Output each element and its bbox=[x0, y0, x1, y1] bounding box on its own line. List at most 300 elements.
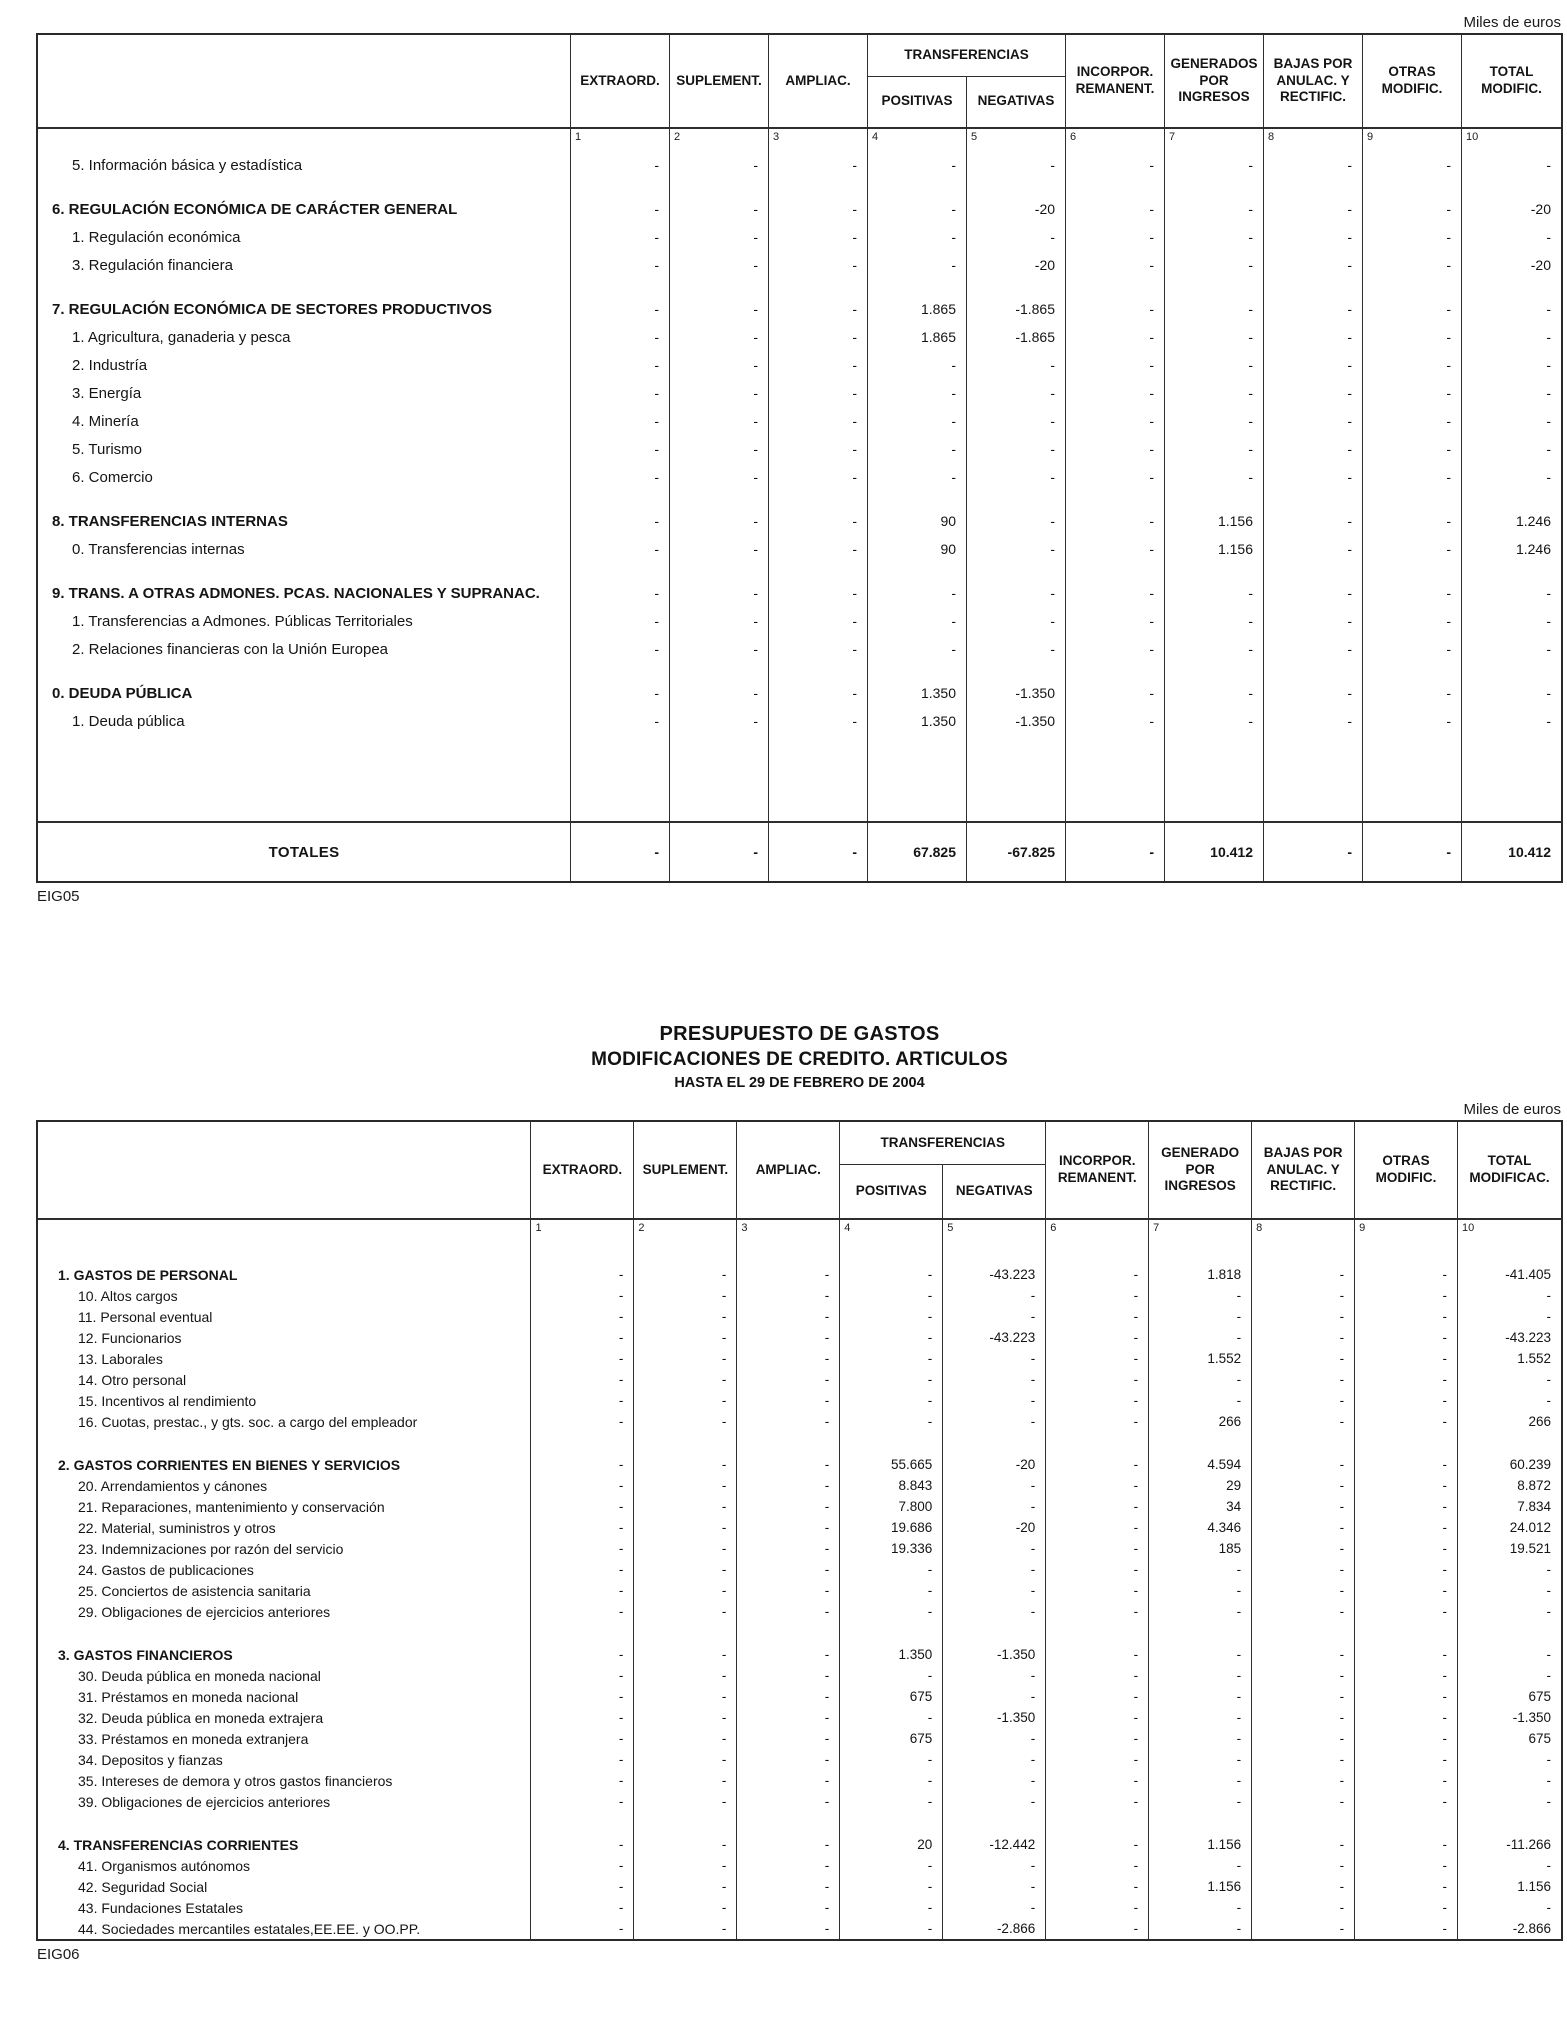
cell-value: - bbox=[868, 607, 967, 635]
totals-value: - bbox=[1066, 821, 1165, 881]
cell-value: - bbox=[531, 1390, 634, 1411]
cell-value: - bbox=[769, 679, 868, 707]
cell-value: -20 bbox=[1530, 201, 1551, 217]
blank-cell bbox=[967, 663, 1066, 679]
cell-value: - bbox=[1149, 1327, 1252, 1348]
table2-header-suplement: SUPLEMENT. bbox=[634, 1122, 737, 1218]
row-label: 24. Gastos de publicaciones bbox=[38, 1559, 531, 1580]
cell-value: 1.350 bbox=[840, 1644, 943, 1665]
cell-value: - bbox=[1046, 1665, 1149, 1686]
table2-header-ampliac: AMPLIAC. bbox=[737, 1122, 840, 1218]
blank-cell bbox=[670, 491, 769, 507]
cell-value: - bbox=[1363, 223, 1462, 251]
cell-value: - bbox=[737, 1897, 840, 1918]
cell-value: - bbox=[1355, 1475, 1458, 1496]
cell-value: 1.246 bbox=[1515, 513, 1551, 529]
blank-cell bbox=[868, 279, 967, 295]
totals-value: - bbox=[670, 821, 769, 881]
cell-value: - bbox=[1165, 435, 1264, 463]
cell-value: - bbox=[769, 223, 868, 251]
cell-value: - bbox=[840, 1580, 943, 1601]
row-label: 25. Conciertos de asistencia sanitaria bbox=[38, 1580, 531, 1601]
cell-value: - bbox=[531, 1876, 634, 1897]
cell-value: - bbox=[634, 1559, 737, 1580]
cell-value: 55.665 bbox=[840, 1454, 943, 1475]
cell-value: - bbox=[840, 1348, 943, 1369]
blank-cell bbox=[531, 1812, 634, 1834]
cell-value: - bbox=[670, 607, 769, 635]
cell-value: - bbox=[1546, 441, 1551, 457]
cell-value: - bbox=[670, 707, 769, 735]
blank-cell bbox=[571, 491, 670, 507]
cell-value: - bbox=[943, 1306, 1046, 1327]
cell-value: - bbox=[1363, 195, 1462, 223]
cell-value: - bbox=[1252, 1897, 1355, 1918]
row-label: 31. Préstamos en moneda nacional bbox=[38, 1686, 531, 1707]
cell-value: - bbox=[868, 579, 967, 607]
cell-value: - bbox=[868, 435, 967, 463]
cell-value: - bbox=[737, 1665, 840, 1686]
cell-value: - bbox=[531, 1665, 634, 1686]
row-label: 21. Reparaciones, mantenimiento y conservación bbox=[38, 1496, 531, 1517]
cell-value: - bbox=[531, 1517, 634, 1538]
blank-row-label bbox=[38, 735, 571, 821]
cell-value: - bbox=[1546, 1773, 1551, 1788]
cell-value: -2.866 bbox=[943, 1918, 1046, 1939]
cell-value: - bbox=[737, 1285, 840, 1306]
blank-cell bbox=[943, 1242, 1046, 1264]
cell-value: - bbox=[1355, 1876, 1458, 1897]
cell-value: - bbox=[943, 1791, 1046, 1812]
column-number: 6 bbox=[1046, 1220, 1149, 1242]
cell-value: - bbox=[670, 323, 769, 351]
table2-header-extraord: EXTRAORD. bbox=[531, 1122, 634, 1218]
row-label: 1. GASTOS DE PERSONAL bbox=[38, 1264, 531, 1285]
blank-cell bbox=[670, 735, 769, 821]
cell-value: - bbox=[1066, 579, 1165, 607]
blank-cell bbox=[868, 663, 967, 679]
blank-cell bbox=[670, 179, 769, 195]
row-label: 33. Préstamos en moneda extranjera bbox=[38, 1728, 531, 1749]
cell-value: - bbox=[1046, 1475, 1149, 1496]
blank-cell bbox=[571, 179, 670, 195]
row-label: 39. Obligaciones de ejercicios anteriores bbox=[38, 1791, 531, 1812]
cell-value: - bbox=[1264, 463, 1363, 491]
cell-value: - bbox=[1546, 1900, 1551, 1915]
cell-value: - bbox=[670, 507, 769, 535]
cell-value: - bbox=[769, 151, 868, 179]
cell-value: - bbox=[840, 1791, 943, 1812]
cell-value: - bbox=[1252, 1728, 1355, 1749]
row-label: 41. Organismos autónomos bbox=[38, 1855, 531, 1876]
cell-value: - bbox=[737, 1601, 840, 1622]
blank-cell bbox=[737, 1622, 840, 1644]
cell-value: - bbox=[1149, 1749, 1252, 1770]
cell-value: - bbox=[531, 1834, 634, 1855]
row-label: 15. Incentivos al rendimiento bbox=[38, 1390, 531, 1411]
cell-value: - bbox=[1546, 157, 1551, 173]
blank-cell bbox=[840, 1622, 943, 1644]
row-label: 5. Información básica y estadística bbox=[38, 151, 571, 179]
table1-body bbox=[38, 129, 1561, 881]
blank-cell bbox=[943, 1622, 1046, 1644]
cell-value: - bbox=[840, 1897, 943, 1918]
cell-value: 34 bbox=[1149, 1496, 1252, 1517]
cell-value: - bbox=[769, 507, 868, 535]
table2-header-empty-cell bbox=[38, 1122, 531, 1218]
cell-value: 185 bbox=[1149, 1538, 1252, 1559]
blank-cell bbox=[1264, 279, 1363, 295]
cell-value: - bbox=[1165, 635, 1264, 663]
cell-value: - bbox=[1149, 1791, 1252, 1812]
cell-value: - bbox=[1252, 1475, 1355, 1496]
cell-value: - bbox=[769, 251, 868, 279]
cell-value: - bbox=[868, 195, 967, 223]
cell-value: - bbox=[943, 1770, 1046, 1791]
cell-value: - bbox=[1149, 1855, 1252, 1876]
cell-value: - bbox=[1066, 707, 1165, 735]
cell-value: - bbox=[769, 463, 868, 491]
cell-value: - bbox=[967, 407, 1066, 435]
cell-value: - bbox=[1363, 635, 1462, 663]
blank-cell bbox=[1066, 279, 1165, 295]
blank-cell bbox=[868, 563, 967, 579]
blank-cell bbox=[1462, 663, 1561, 679]
column-number: 3 bbox=[737, 1220, 840, 1242]
cell-value: - bbox=[1046, 1390, 1149, 1411]
cell-value: - bbox=[1355, 1285, 1458, 1306]
cell-value: - bbox=[943, 1749, 1046, 1770]
cell-value: - bbox=[1363, 535, 1462, 563]
cell-value: - bbox=[670, 435, 769, 463]
cell-value: - bbox=[737, 1369, 840, 1390]
cell-value: - bbox=[1252, 1749, 1355, 1770]
table1-header-otras-modific: OTRAS MODIFIC. bbox=[1363, 35, 1462, 127]
cell-value: - bbox=[1546, 1372, 1551, 1387]
row-label: 0. DEUDA PÚBLICA bbox=[38, 679, 571, 707]
blank-cell bbox=[769, 491, 868, 507]
table2-header-total-modificac: TOTAL MODIFICAC. bbox=[1469, 1153, 1550, 1185]
blank-cell bbox=[967, 563, 1066, 579]
row-label: 44. Sociedades mercantiles estatales,EE.EE. y OO.PP. bbox=[38, 1918, 531, 1939]
cell-value: - bbox=[531, 1601, 634, 1622]
cell-value: - bbox=[1264, 679, 1363, 707]
row-label: 5. Turismo bbox=[38, 435, 571, 463]
row-label: 4. Minería bbox=[38, 407, 571, 435]
cell-value: - bbox=[737, 1791, 840, 1812]
blank-cell bbox=[1462, 735, 1561, 821]
row-label: 20. Arrendamientos y cánones bbox=[38, 1475, 531, 1496]
cell-value: 675 bbox=[1528, 1731, 1551, 1746]
cell-value: - bbox=[943, 1285, 1046, 1306]
cell-value: - bbox=[670, 151, 769, 179]
cell-value: 29 bbox=[1149, 1475, 1252, 1496]
document-sheet bbox=[36, 14, 1563, 1963]
cell-value: - bbox=[1046, 1791, 1149, 1812]
row-label: 13. Laborales bbox=[38, 1348, 531, 1369]
cell-value: - bbox=[1546, 229, 1551, 245]
cell-value: - bbox=[1546, 1794, 1551, 1809]
blank-cell bbox=[670, 563, 769, 579]
blank-cell bbox=[1165, 491, 1264, 507]
cell-value: - bbox=[1264, 295, 1363, 323]
cell-value: - bbox=[967, 435, 1066, 463]
blank-cell bbox=[737, 1242, 840, 1264]
cell-value: - bbox=[1046, 1918, 1149, 1939]
cell-value: - bbox=[967, 379, 1066, 407]
cell-value: 675 bbox=[1528, 1689, 1551, 1704]
cell-value: - bbox=[1046, 1855, 1149, 1876]
cell-value: - bbox=[1066, 407, 1165, 435]
blank-cell bbox=[943, 1812, 1046, 1834]
cell-value: - bbox=[634, 1897, 737, 1918]
cell-value: - bbox=[1355, 1601, 1458, 1622]
column-number: 5 bbox=[943, 1220, 1046, 1242]
cell-value: - bbox=[840, 1855, 943, 1876]
cell-value: - bbox=[1149, 1897, 1252, 1918]
form-code-eig06: EIG06 bbox=[37, 1946, 80, 1963]
blank-cell bbox=[1264, 663, 1363, 679]
cell-value: -2.866 bbox=[1512, 1921, 1551, 1936]
blank-cell bbox=[1363, 491, 1462, 507]
cell-value: - bbox=[1066, 463, 1165, 491]
cell-value: - bbox=[840, 1411, 943, 1432]
table1-header-incorpor-remanent: INCORPOR. REMANENT. bbox=[1066, 35, 1165, 127]
cell-value: - bbox=[769, 535, 868, 563]
blank-cell bbox=[1355, 1242, 1458, 1264]
blank-cell bbox=[868, 179, 967, 195]
cell-value: - bbox=[1066, 379, 1165, 407]
cell-value: - bbox=[1046, 1327, 1149, 1348]
row-label: 34. Depositos y fianzas bbox=[38, 1749, 531, 1770]
blank-cell bbox=[1066, 491, 1165, 507]
cell-value: 8.872 bbox=[1517, 1478, 1551, 1493]
table1-header-positivas: POSITIVAS bbox=[868, 77, 967, 127]
blank-cell bbox=[1149, 1622, 1252, 1644]
cell-value: -1.350 bbox=[967, 707, 1066, 735]
table-eig05 bbox=[36, 33, 1563, 883]
cell-value: - bbox=[1363, 323, 1462, 351]
cell-value: - bbox=[531, 1454, 634, 1475]
cell-value: -12.442 bbox=[943, 1834, 1046, 1855]
cell-value: - bbox=[737, 1348, 840, 1369]
cell-value: - bbox=[737, 1834, 840, 1855]
cell-value: - bbox=[1046, 1728, 1149, 1749]
cell-value: - bbox=[840, 1306, 943, 1327]
cell-value: - bbox=[634, 1517, 737, 1538]
cell-value: - bbox=[670, 251, 769, 279]
cell-value: -43.223 bbox=[1505, 1330, 1551, 1345]
row-label: 2. GASTOS CORRIENTES EN BIENES Y SERVICIOS bbox=[38, 1454, 531, 1475]
title-block bbox=[36, 1023, 1563, 1091]
blank-cell bbox=[1066, 179, 1165, 195]
cell-value: - bbox=[1066, 223, 1165, 251]
cell-value: - bbox=[1363, 407, 1462, 435]
cell-value: - bbox=[634, 1728, 737, 1749]
table1-header-extraord: EXTRAORD. bbox=[571, 35, 670, 127]
cell-value: - bbox=[1355, 1665, 1458, 1686]
blank-cell bbox=[967, 279, 1066, 295]
cell-value: - bbox=[769, 195, 868, 223]
blank-cell bbox=[1363, 663, 1462, 679]
cell-value: 60.239 bbox=[1509, 1457, 1551, 1472]
cell-value: - bbox=[634, 1285, 737, 1306]
cell-value: - bbox=[571, 251, 670, 279]
cell-value: - bbox=[840, 1285, 943, 1306]
cell-value: - bbox=[737, 1728, 840, 1749]
cell-value: - bbox=[531, 1918, 634, 1939]
cell-value: - bbox=[967, 463, 1066, 491]
blank-cell bbox=[634, 1812, 737, 1834]
blank-row-label bbox=[38, 1242, 531, 1264]
cell-value: - bbox=[634, 1306, 737, 1327]
cell-value: - bbox=[531, 1538, 634, 1559]
cell-value: - bbox=[1046, 1264, 1149, 1285]
cell-value: - bbox=[531, 1348, 634, 1369]
row-label: 10. Altos cargos bbox=[38, 1285, 531, 1306]
row-label: 35. Intereses de demora y otros gastos financieros bbox=[38, 1770, 531, 1791]
cell-value: - bbox=[1252, 1834, 1355, 1855]
cell-value: - bbox=[1066, 195, 1165, 223]
cell-value: 4.594 bbox=[1149, 1454, 1252, 1475]
table2-header-generado-por-ingresos: GENERADO POR INGRESOS bbox=[1149, 1122, 1252, 1218]
cell-value: - bbox=[1363, 251, 1462, 279]
cell-value: - bbox=[943, 1686, 1046, 1707]
blank-cell bbox=[1165, 735, 1264, 821]
cell-value: - bbox=[943, 1876, 1046, 1897]
totals-value: - bbox=[769, 821, 868, 881]
cell-value: - bbox=[1252, 1306, 1355, 1327]
totals-value: 10.412 bbox=[1462, 821, 1561, 881]
blank-cell bbox=[670, 663, 769, 679]
cell-value: - bbox=[769, 295, 868, 323]
cell-value: - bbox=[1149, 1285, 1252, 1306]
cell-value: - bbox=[1149, 1707, 1252, 1728]
cell-value: 1.156 bbox=[1149, 1876, 1252, 1897]
cell-value: - bbox=[571, 535, 670, 563]
cell-value: - bbox=[1363, 507, 1462, 535]
cell-value: - bbox=[1046, 1770, 1149, 1791]
cell-value: - bbox=[1252, 1348, 1355, 1369]
cell-value: - bbox=[1363, 151, 1462, 179]
cell-value: - bbox=[634, 1644, 737, 1665]
table2-header-negativas: NEGATIVAS bbox=[943, 1165, 1046, 1218]
row-label: 30. Deuda pública en moneda nacional bbox=[38, 1665, 531, 1686]
table2-header-incorpor-remanent: INCORPOR. REMANENT. bbox=[1046, 1122, 1149, 1218]
blank-cell bbox=[634, 1242, 737, 1264]
units-label-table1: Miles de euros bbox=[1463, 14, 1561, 31]
cell-value: - bbox=[967, 351, 1066, 379]
cell-value: - bbox=[670, 579, 769, 607]
cell-value: - bbox=[868, 223, 967, 251]
cell-value: - bbox=[943, 1475, 1046, 1496]
cell-value: - bbox=[1355, 1327, 1458, 1348]
column-number: 2 bbox=[634, 1220, 737, 1242]
cell-value: -1.350 bbox=[1512, 1710, 1551, 1725]
cell-value: - bbox=[943, 1665, 1046, 1686]
cell-value: - bbox=[1546, 329, 1551, 345]
cell-value: - bbox=[1363, 435, 1462, 463]
blank-cell bbox=[1066, 735, 1165, 821]
cell-value: 1.865 bbox=[868, 295, 967, 323]
blank-cell bbox=[1252, 1812, 1355, 1834]
cell-value: - bbox=[1149, 1390, 1252, 1411]
cell-value: - bbox=[840, 1601, 943, 1622]
row-label: 2. Relaciones financieras con la Unión Europea bbox=[38, 635, 571, 663]
cell-value: - bbox=[769, 579, 868, 607]
blank-cell bbox=[769, 563, 868, 579]
cell-value: - bbox=[634, 1749, 737, 1770]
cell-value: - bbox=[1264, 379, 1363, 407]
cell-value: - bbox=[571, 151, 670, 179]
cell-value: - bbox=[1355, 1559, 1458, 1580]
blank-row-label bbox=[38, 663, 571, 679]
cell-value: - bbox=[1149, 1918, 1252, 1939]
cell-value: - bbox=[1546, 685, 1551, 701]
cell-value: - bbox=[531, 1791, 634, 1812]
column-number: 7 bbox=[1149, 1220, 1252, 1242]
cell-value: - bbox=[1546, 1752, 1551, 1767]
blank-cell bbox=[1149, 1242, 1252, 1264]
column-number: 4 bbox=[840, 1220, 943, 1242]
cell-value: - bbox=[1363, 295, 1462, 323]
cell-value: - bbox=[1252, 1876, 1355, 1897]
blank-row-label bbox=[38, 563, 571, 579]
cell-value: - bbox=[1355, 1770, 1458, 1791]
blank-cell bbox=[1355, 1812, 1458, 1834]
cell-value: 1.156 bbox=[1165, 535, 1264, 563]
cell-value: - bbox=[1355, 1791, 1458, 1812]
cell-value: - bbox=[1355, 1411, 1458, 1432]
cell-value: - bbox=[1252, 1390, 1355, 1411]
column-number: 7 bbox=[1165, 129, 1264, 151]
column-number: 8 bbox=[1264, 129, 1363, 151]
column-number: 1 bbox=[531, 1220, 634, 1242]
cell-value: - bbox=[1546, 1562, 1551, 1577]
cell-value: - bbox=[943, 1369, 1046, 1390]
cell-value: - bbox=[1149, 1601, 1252, 1622]
cell-value: - bbox=[1149, 1665, 1252, 1686]
blank-cell bbox=[769, 179, 868, 195]
cell-value: - bbox=[1066, 535, 1165, 563]
blank-cell bbox=[1264, 179, 1363, 195]
cell-value: - bbox=[1546, 1604, 1551, 1619]
cell-value: - bbox=[1252, 1517, 1355, 1538]
cell-value: - bbox=[670, 535, 769, 563]
blank-cell bbox=[840, 1432, 943, 1454]
cell-value: - bbox=[1363, 379, 1462, 407]
cell-value: - bbox=[868, 351, 967, 379]
cell-value: - bbox=[670, 635, 769, 663]
cell-value: - bbox=[1264, 351, 1363, 379]
blank-cell bbox=[1462, 491, 1561, 507]
cell-value: - bbox=[1046, 1348, 1149, 1369]
cell-value: - bbox=[1149, 1770, 1252, 1791]
cell-value: - bbox=[1252, 1369, 1355, 1390]
cell-value: - bbox=[1252, 1644, 1355, 1665]
blank-cell bbox=[1458, 1812, 1561, 1834]
cell-value: - bbox=[737, 1749, 840, 1770]
cell-value: -20 bbox=[943, 1517, 1046, 1538]
cell-value: - bbox=[967, 607, 1066, 635]
cell-value: - bbox=[1264, 535, 1363, 563]
cell-value: - bbox=[531, 1264, 634, 1285]
blank-cell bbox=[840, 1242, 943, 1264]
column-number: 4 bbox=[868, 129, 967, 151]
blank-cell bbox=[1149, 1812, 1252, 1834]
cell-value: - bbox=[634, 1770, 737, 1791]
row-label: 0. Transferencias internas bbox=[38, 535, 571, 563]
